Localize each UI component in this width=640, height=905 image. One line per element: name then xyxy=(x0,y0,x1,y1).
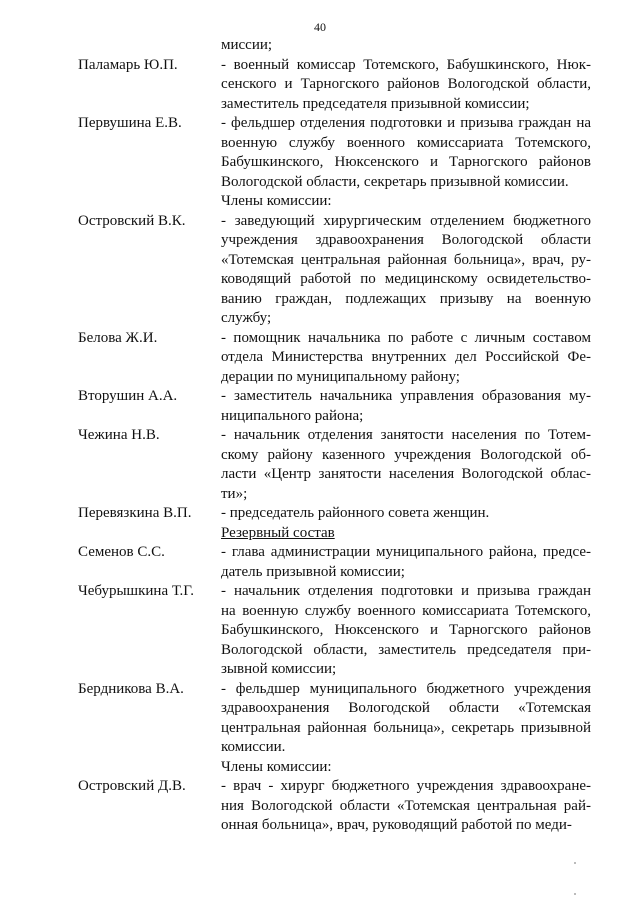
role-line: сенского и Тарногского районов Вологодской области, xyxy=(221,76,591,92)
scan-speck xyxy=(574,893,576,895)
member-name: Вторушин А.А. xyxy=(78,388,178,404)
member-role xyxy=(221,387,591,426)
role-line: ководящий работой по медицинскому освидетельство- xyxy=(221,271,591,287)
commission-members xyxy=(0,212,640,524)
member-name: Паламарь Ю.П. xyxy=(78,56,178,73)
role-line: датель призывной комиссии; xyxy=(221,563,405,580)
member-name: Бердникова В.А. xyxy=(78,680,184,697)
member-entry xyxy=(0,114,640,192)
role-line: заместитель председателя призывной комиссии; xyxy=(221,95,530,112)
role-line: службу; xyxy=(221,310,272,326)
page-number: 40 xyxy=(314,20,326,34)
member-role xyxy=(221,543,591,582)
members-heading: Члены комиссии: xyxy=(221,193,332,209)
role-line: центральная районная больница», секретарь призывной xyxy=(221,719,591,736)
role-line: зывной комиссии; xyxy=(221,661,337,677)
role-line: - глава администрации муниципального района, предсе- xyxy=(221,544,591,560)
member-role xyxy=(221,56,591,115)
commission-list xyxy=(0,36,640,836)
reserve-members xyxy=(0,777,640,836)
member-role xyxy=(221,114,591,192)
member-role xyxy=(221,582,591,680)
member-role xyxy=(221,329,591,388)
role-line: Вологодской области, секретарь призывной комиссии. xyxy=(221,173,569,190)
role-line: - председатель районного совета женщин. xyxy=(221,505,490,521)
member-entry xyxy=(0,777,640,836)
continued-line: миссии; xyxy=(221,37,273,53)
role-line: военную службу военного комиссариата Тотемского, xyxy=(221,134,591,151)
role-line: отдела Министерства внутренних дел Российской Фе- xyxy=(221,349,591,365)
member-role xyxy=(221,777,591,836)
role-line: ванию граждан, подлежащих призыву на военную xyxy=(221,290,591,307)
role-line: дерации по муниципальному району; xyxy=(221,368,460,385)
member-entry xyxy=(0,680,640,758)
role-line: - заведующий хирургическим отделением бюджетного xyxy=(221,212,591,229)
member-entry xyxy=(0,329,640,388)
role-line: - заместитель начальника управления образования му- xyxy=(221,388,591,404)
role-line: на военную службу военного комиссариата Тотемского, xyxy=(221,602,591,619)
role-line: - начальник отделения подготовки и призыва граждан xyxy=(221,583,591,599)
role-line: - военный комиссар Тотемского, Бабушкинского, Нюк- xyxy=(221,56,591,73)
member-role xyxy=(221,504,591,524)
member-name: Белова Ж.И. xyxy=(78,329,158,346)
role-line: Бабушкинского, Нюксенского и Тарногского районов xyxy=(221,154,591,170)
role-line: скому району казенного учреждения Вологодской об- xyxy=(221,446,591,463)
member-role xyxy=(221,212,591,329)
reserve-members-heading: Члены комиссии: xyxy=(221,758,332,775)
role-line: - фельдшер отделения подготовки и призыва граждан на xyxy=(221,115,591,131)
member-role xyxy=(221,680,591,758)
reserve-leadership xyxy=(0,543,640,758)
reserve-heading: Резервный состав xyxy=(221,524,335,541)
member-entry xyxy=(0,56,640,115)
role-line: Вологодской области, заместитель председателя при- xyxy=(221,641,591,658)
member-role xyxy=(221,426,591,504)
role-line: «Тотемская центральная районная больница», врач, ру- xyxy=(221,251,591,268)
role-line: ниципального района; xyxy=(221,407,364,424)
role-line: здравоохранения Вологодской области «Тотемская xyxy=(221,700,591,716)
role-line: онная больница», врач, руководящий работой по меди- xyxy=(221,817,572,833)
role-line: - фельдшер муниципального бюджетного учреждения xyxy=(221,680,591,697)
member-entry xyxy=(0,426,640,504)
role-line: ласти «Центр занятости населения Вологодской облас- xyxy=(221,466,591,482)
role-line: ния Вологодской области «Тотемская центральная рай- xyxy=(221,797,591,814)
member-entry xyxy=(0,582,640,680)
member-entry xyxy=(0,504,640,524)
member-name: Островский В.К. xyxy=(78,212,186,229)
member-entry xyxy=(0,212,640,329)
member-entry xyxy=(0,387,640,426)
member-name: Чежина Н.В. xyxy=(78,427,160,443)
role-line: - врач - хирург бюджетного учреждения здравоохране- xyxy=(221,778,591,794)
scan-speck xyxy=(574,862,576,864)
role-line: - помощник начальника по работе с личным составом xyxy=(221,329,591,346)
member-name: Первушина Е.В. xyxy=(78,115,182,131)
role-line: учреждения здравоохранения Вологодской области xyxy=(221,232,591,248)
commission-leadership xyxy=(0,56,640,193)
member-name: Перевязкина В.П. xyxy=(78,505,192,521)
member-entry xyxy=(0,543,640,582)
member-name: Семенов С.С. xyxy=(78,544,165,560)
member-name: Чебурышкина Т.Г. xyxy=(78,583,194,599)
role-line: - начальник отделения занятости населения по Тотем- xyxy=(221,427,591,443)
role-line: ти»; xyxy=(221,485,248,502)
role-line: Бабушкинского, Нюксенского и Тарногского районов xyxy=(221,622,591,638)
role-line: комиссии. xyxy=(221,739,286,755)
member-name: Островский Д.В. xyxy=(78,778,186,794)
